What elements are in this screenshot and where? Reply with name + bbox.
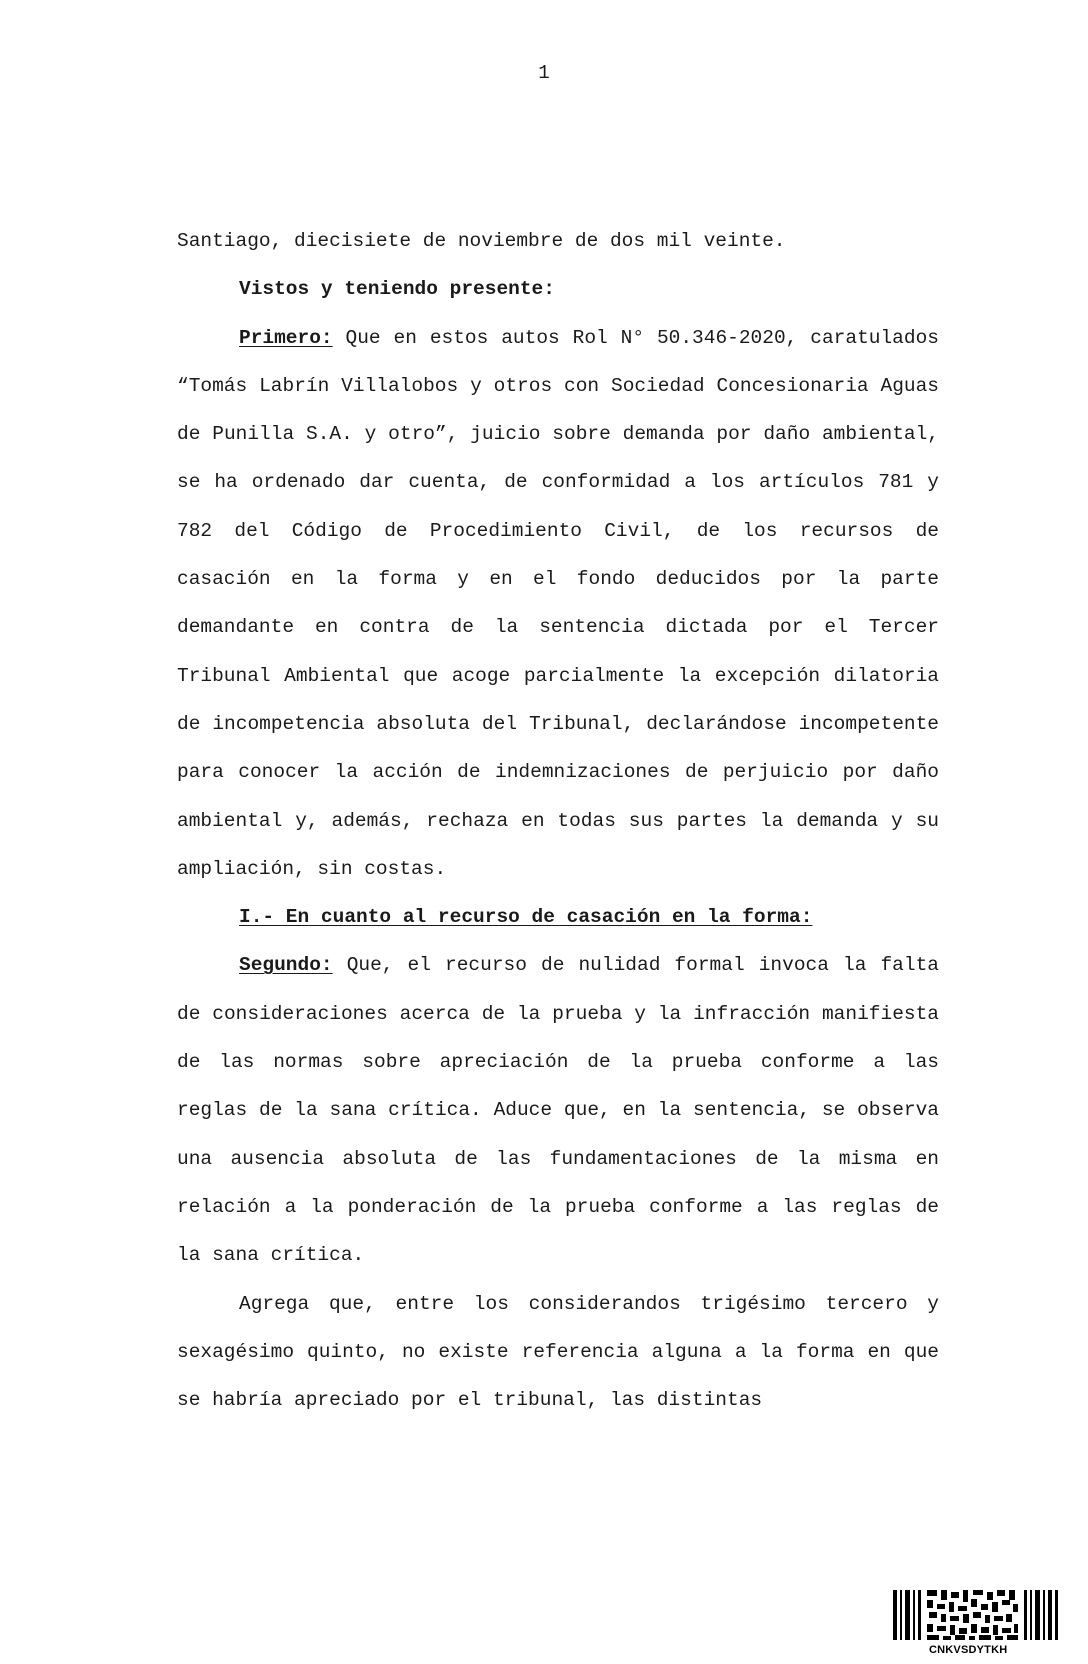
barcode-graphic — [893, 1590, 1061, 1642]
paragraph-primero — [177, 314, 939, 894]
document-body — [177, 217, 939, 1424]
primero-label: Primero: — [239, 326, 333, 349]
paragraph-agrega: Agrega que, entre los considerandos trigésimo tercero y sexagésimo quinto, no existe referencia alguna a la forma en que se habría apreciado por el tribunal, las distintas — [177, 1292, 939, 1412]
page-number: 1 — [538, 62, 550, 84]
verification-code: CNKVSDYTKH — [929, 1644, 1008, 1656]
segundo-label: Segundo: — [239, 954, 333, 977]
paragraph-segundo — [177, 941, 939, 1279]
verification-barcode — [893, 1590, 1061, 1656]
date-line: Santiago, diecisiete de noviembre de dos mil veinte. — [177, 230, 786, 252]
section-heading-text: I.- En cuanto al recurso de casación en la forma: — [239, 906, 813, 929]
section-heading — [177, 893, 939, 941]
heading-vistos-text: Vistos y teniendo presente: — [239, 278, 555, 301]
segundo-text: Que, el recurso de nulidad formal invoca la falta de consideraciones acerca de la prueba y la infracción manifiesta de las normas sobre apreciación de la prueba conforme a las reglas de la sana crítica. Aduce que, en la sentencia, se observa una ausencia absoluta de las fundamentaciones de la misma en relación a la ponderación de la prueba conforme a las reglas de la sana crítica. — [177, 954, 939, 1267]
primero-text: Que en estos autos Rol N° 50.346-2020, caratulados “Tomás Labrín Villalobos y otros con Sociedad Concesionaria Aguas de Punilla S.A. y otro”, juicio sobre demanda por daño ambiental, se ha ordenado dar cuenta, de conformidad a los artículos 781 y 782 del Código de Procedimiento Civil, de los recursos de casación en la forma y en el fondo deducidos por la parte demandante en contra de la sentencia dictada por el Tercer Tribunal Ambiental que acoge parcialmente la excepción dilatoria de incompetencia absoluta del Tribunal, declarándose incompetente para conocer la acción de indemnizaciones de perjuicio por daño ambiental y, además, rechaza en todas sus partes la demanda y su ampliación, sin costas. — [177, 326, 939, 880]
heading-vistos — [177, 265, 939, 313]
